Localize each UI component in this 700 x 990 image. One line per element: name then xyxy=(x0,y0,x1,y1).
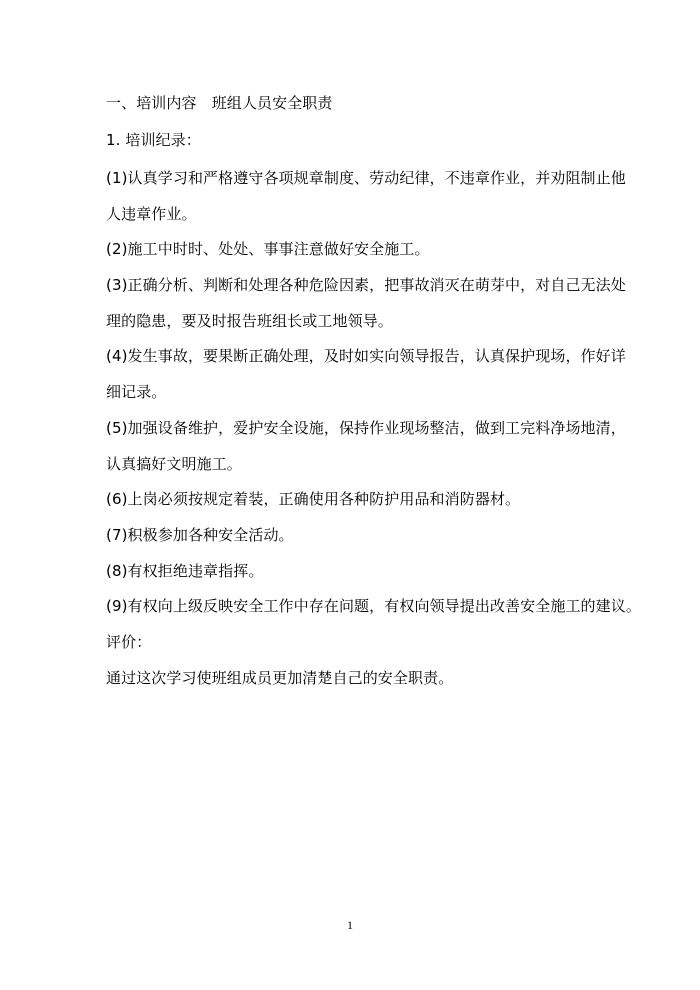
evaluation-label: 评价： xyxy=(106,633,152,651)
paragraph-6: (6)上岗必须按规定着装，正确使用各种防护用品和消防器材。 xyxy=(106,490,521,508)
paragraph-7: (7)积极参加各种安全活动。 xyxy=(106,526,294,544)
document-title: 一、培训内容 班组人员安全职责 xyxy=(106,94,333,112)
paragraph-4-line-2: 细记录。 xyxy=(106,383,167,401)
section-heading: 1. 培训纪录： xyxy=(106,131,201,149)
paragraph-5-line-2: 认真搞好文明施工。 xyxy=(106,455,242,473)
paragraph-3-line-1: (3)正确分析、判断和处理各种危险因素，把事故消灭在萌芽中，对自己无法处 xyxy=(106,276,626,294)
paragraph-1-line-1: (1)认真学习和严格遵守各项规章制度、劳动纪律，不违章作业，并劝阻制止他 xyxy=(106,169,626,187)
page-number: 1 xyxy=(347,918,353,932)
paragraph-2: (2)施工中时时、处处、事事注意做好安全施工。 xyxy=(106,240,430,258)
paragraph-5-line-1: (5)加强设备维护，爱护安全设施，保持作业现场整洁，做到工完料净场地清， xyxy=(106,419,626,437)
paragraph-8: (8)有权拒绝违章指挥。 xyxy=(106,562,264,580)
paragraph-3-line-2: 理的隐患，要及时报告班组长或工地领导。 xyxy=(106,312,393,330)
paragraph-4-line-1: (4)发生事故，要果断正确处理，及时如实向领导报告，认真保护现场，作好详 xyxy=(106,347,626,365)
evaluation-text: 通过这次学习使班组成员更加清楚自己的安全职责。 xyxy=(106,669,454,687)
paragraph-1-line-2: 人违章作业。 xyxy=(106,205,197,223)
paragraph-9: (9)有权向上级反映安全工作中存在问题，有权向领导提出改善安全施工的建议。 xyxy=(106,597,641,615)
